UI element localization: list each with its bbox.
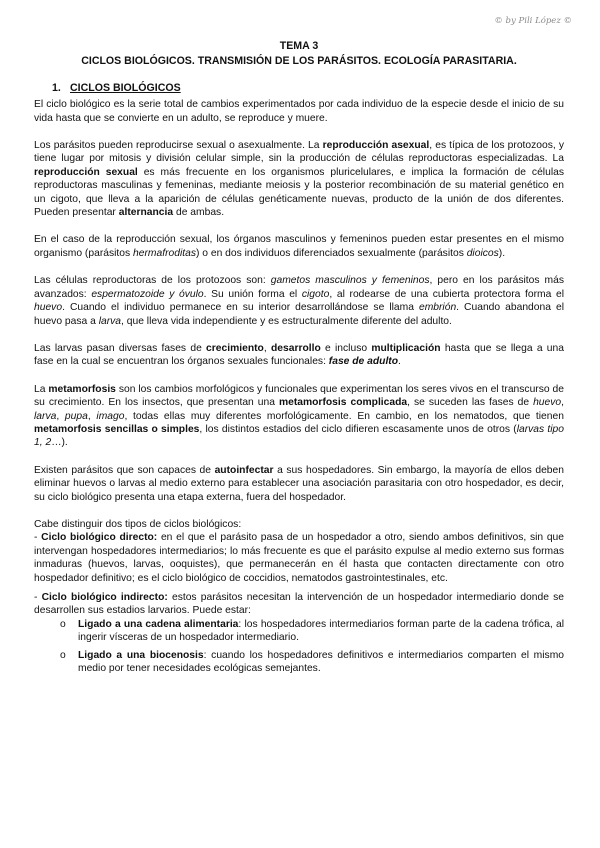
- paragraph-cycle-types-intro: Cabe distinguir dos tipos de ciclos biológicos:: [34, 518, 242, 530]
- paragraph-indirect-cycle: - Ciclo biológico indirecto: estos parásitos necesitan la intervención de un hospedador intermediario donde se desarrollen sus estadios larvarios. Puede estar:: [34, 592, 564, 617]
- paragraph-larvae: Las larvas pasan diversas fases de crecimiento, desarrollo e incluso multiplicación hasta que se llega a una fase en la cual se encuentran los órganos sexuales funcionales: fase de adulto.: [34, 342, 564, 368]
- list-item: o Ligado a una biocenosis: cuando los hospedadores definitivos e intermediarios comparten el mismo medio por tener necesidades ecológicas semejantes.: [60, 649, 564, 675]
- section-label: CICLOS BIOLÓGICOS: [70, 81, 181, 94]
- watermark: © by Pili López ©: [494, 16, 572, 26]
- paragraph-reproductive-cells: Las células reproductoras de los protozoos son: gametos masculinos y femeninos, pero en los parásitos más avanzados: espermatozoide y óvulo. Su unión forma el cigoto, al rodearse de una cubierta protectora forma el huevo. Cuando el individuo permanece en su interior desarrollándose se llama embrión. Cuando abandona el huevo pasa a larva, que lleva vida independiente y es estructuralmente diferente del adulto.: [34, 275, 564, 327]
- page-title: CICLOS BIOLÓGICOS. TRANSMISIÓN DE LOS PARÁSITOS. ECOLOGÍA PARASITARIA.: [81, 55, 517, 68]
- list-item: o Ligado a una cadena alimentaria: los hospedadores intermediarios forman parte de la cadena trófica, al ingerir vísceras de un hospedador intermediario.: [60, 618, 564, 644]
- section-heading: [52, 82, 564, 95]
- bullet-symbol: o: [60, 618, 66, 630]
- paragraph-reproduction: Los parásitos pueden reproducirse sexual o asexualmente. La reproducción asexual, es típica de los protozoos, y tiene lugar por mitosis y división celular simple, sin la producción de células reproductoras especializadas. La reproducción sexual es más frecuente en los organismos pluricelulares, e implica la formación de células reproductoras masculinas y femeninas, mediante meiosis y la posterior recombinación de su material genético en un cigoto, que lleva a la aparición de células genéticamente nuevas, producto de la unión de dos diferentes. Pueden presentar alternancia de ambas.: [34, 140, 564, 219]
- tema-heading: TEMA 3: [279, 40, 319, 52]
- paragraph-sexual-reproduction: En el caso de la reproducción sexual, los órganos masculinos y femeninos pueden estar presentes en el mismo organismo (parásitos hermafroditas) o en dos individuos diferenciados sexualmente (parásitos dioicos).: [34, 234, 564, 259]
- paragraph-metamorphosis: La metamorfosis son los cambios morfológicos y funcionales que experimentan los seres vivos en el transcurso de su crecimiento. En los insectos, que presentan una metamorfosis complicada, se suceden las fases de huevo, larva, pupa, imago, todas ellas muy diferentes morfológicamente. En cambio, en los nematodos, que tienen metamorfosis sencillas o simples, los distintos estadios del ciclo difieren escasamente unos de otros (larvas tipo 1, 2…).: [34, 383, 564, 449]
- document-body: [34, 40, 564, 675]
- indirect-cycle-list: [34, 618, 564, 676]
- paragraph-direct-cycle: - Ciclo biológico directo: en el que el parásito pasa de un hospedador a otro, siendo ambos definitivos, sin que intervengan hospedadores intermediarios; lo más frecuente es que el parásito expulse al medio externo sus formas inmaduras (huevos, larvas, ooquistes), que permanecerán en él hasta que contacten directamente con otro hospedador definitivo; es el ciclo biológico de coccidios, nematodos gastrointestinales, etc.: [34, 532, 564, 584]
- paragraph-autoinfection: Existen parásitos que son capaces de autoinfectar a sus hospedadores. Sin embargo, la mayoría de ellos deben eliminar huevos o larvas al medio externo para establecer una asociación parasitaria con otro hospedador, es decir, su ciclo biológico presenta una etapa externa, fuera del hospedador.: [34, 464, 564, 503]
- bullet-symbol: o: [60, 649, 66, 661]
- section-number: 1.: [52, 81, 61, 94]
- paragraph-definition: El ciclo biológico es la serie total de cambios experimentados por cada individuo de la especie desde el inicio de su vida hasta que se convierte en un adulto, se reproduce y muere.: [34, 99, 564, 124]
